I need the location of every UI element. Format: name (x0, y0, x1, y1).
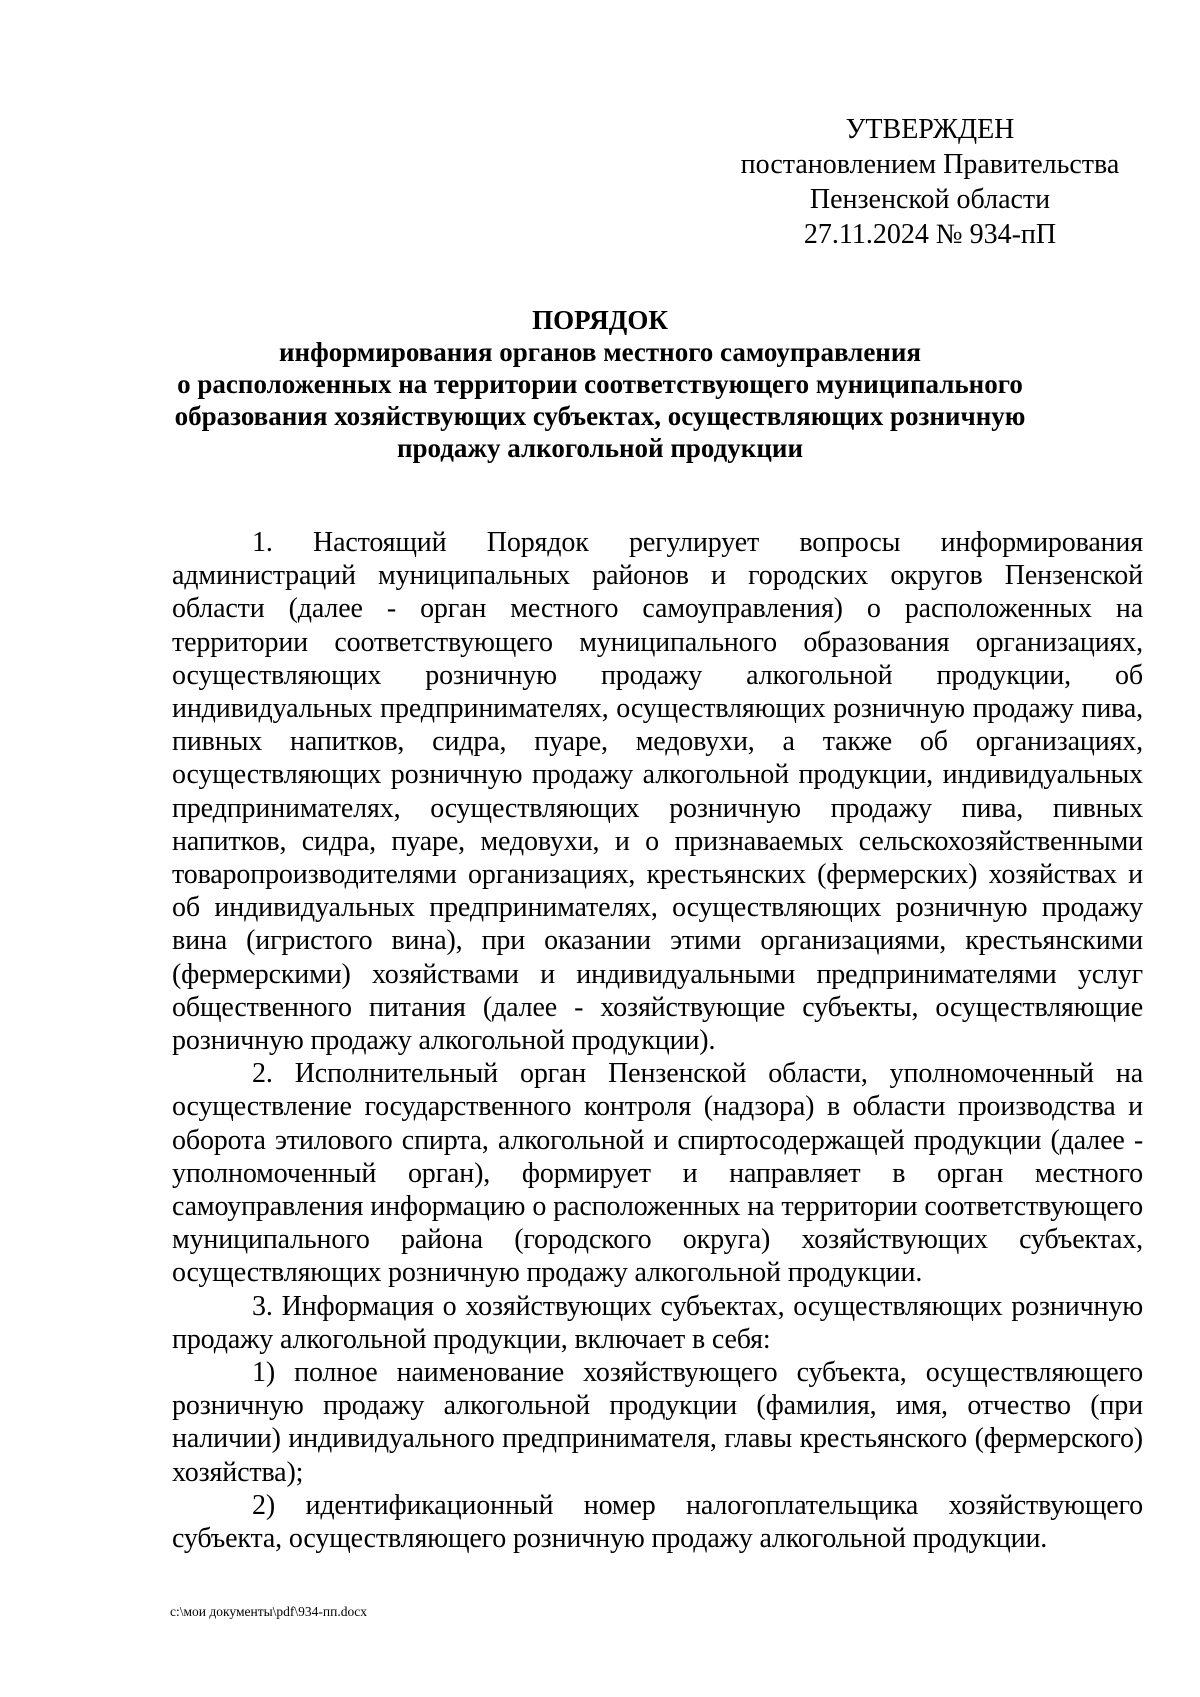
list-item-2: 2) идентификационный номер налогоплательщика хозяйствующего субъекта, осуществляющего розничную продажу алкогольной продукции. (172, 1489, 1143, 1555)
approval-resolution: постановлением Правительства (740, 149, 1120, 180)
paragraph-1: 1. Настоящий Порядок регулирует вопросы информирования администраций муниципальных районов и городских округов Пензенской области (далее - орган местного самоуправления) о расположенных на территории соответствующего муниципального образования организациях, осуществляющих розничную продажу алкогольной продукции, об индивидуальных предпринимателях, осуществляющих розничную продажу пива, пивных напитков, сидра, пуаре, медовухи, а также об организациях, осуществляющих розничную продажу алкогольной продукции, индивидуальных предпринимателях, осуществляющих розничную продажу пива, пивных напитков, сидра, пуаре, медовухи, и о признаваемых сельскохозяйственными товаропроизводителями организациях, крестьянских (фермерских) хозяйствах и об индивидуальных предпринимателях, осуществляющих розничную продажу вина (игристого вина), при оказании этими организациями, крестьянскими (фермерскими) хозяйствами и индивидуальными предпринимателями услуг общественного питания (далее - хозяйствующие субъекты, осуществляющие розничную продажу алкогольной продукции). (172, 527, 1143, 1057)
document-body (172, 526, 1143, 1555)
title-line: продажу алкогольной продукции (396, 433, 804, 463)
paragraph-2: 2. Исполнительный орган Пензенской области, уполномоченный на осуществление государственного контроля (надзора) в области производства и оборота этилового спирта, алкогольной и спиртосодержащей продукции (далее - уполномоченный орган), формирует и направляет в орган местного самоуправления информацию о расположенных на территории соответствующего муниципального района (городского округа) хозяйствующих субъектах, осуществляющих розничную продажу алкогольной продукции. (172, 1058, 1143, 1289)
approval-region: Пензенской области (809, 184, 1051, 215)
title-line: образования хозяйствующих субъектах, осуществляющих розничную (174, 401, 1026, 431)
list-item-1: 1) полное наименование хозяйствующего субъекта, осуществляющего розничную продажу алкогольной продукции (фамилия, имя, отчество (при наличии) индивидуального предпринимателя, главы крестьянского (фермерского) хозяйства); (172, 1357, 1143, 1488)
document-title (150, 304, 1050, 464)
title-line: информирования органов местного самоуправления (278, 337, 922, 367)
file-path-footer: c:\мои документы\pdf\934-пп.docx (170, 1604, 367, 1619)
approval-stamp (720, 112, 1140, 252)
title-line: о расположенных на территории соответствующего муниципального (177, 369, 1023, 399)
paragraph-3: 3. Информация о хозяйствующих субъектах, осуществляющих розничную продажу алкогольной продукции, включает в себя: (172, 1290, 1143, 1355)
title-heading: ПОРЯДОК (532, 305, 668, 335)
approval-heading: УТВЕРЖДЕН (845, 114, 1015, 145)
approval-date-number: 27.11.2024 № 934-пП (803, 219, 1057, 250)
